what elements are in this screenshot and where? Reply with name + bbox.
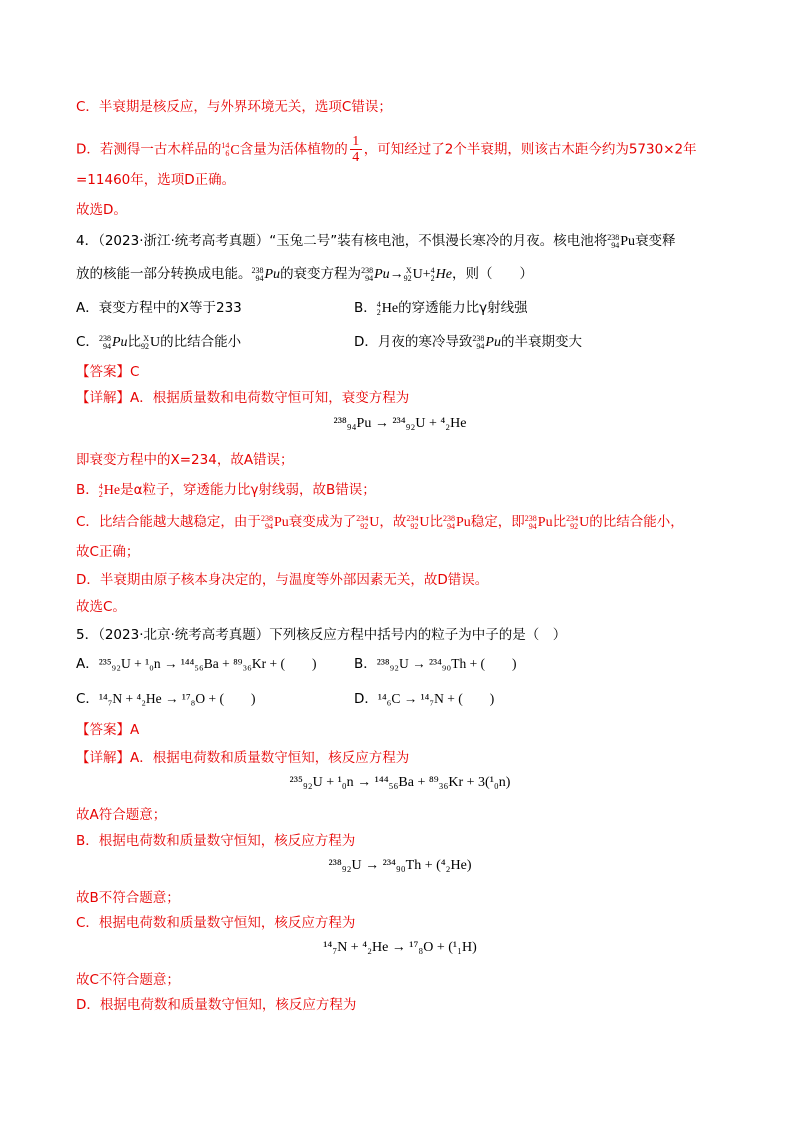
text: ，故 [379,514,407,530]
equation: ²³⁵₉₂U + ¹₀n → ¹⁴⁴₅₆Ba + ⁸⁹₃₆Kr + ( ) [98,656,317,671]
nuclide-pu238: 238 94 Pu [251,265,281,283]
nuclide-ux: X 92 U [141,333,161,351]
q4-option-a[interactable]: A．衰变方程中的X等于233 [76,300,242,316]
text: 比 [552,514,567,530]
q4-detail-c-line2: 故C正确； [76,544,140,560]
text: 比 [429,514,443,530]
nuclide-u234: 234 92 U [566,513,590,531]
fraction-one-quarter [350,134,362,165]
nuclide-pu238: 238 94 Pu [260,513,289,531]
q5-option-b[interactable] [354,655,517,673]
text: 是α粒子，穿透能力比γ射线弱，故B错误； [120,482,376,498]
q4-stem-line1 [76,232,676,251]
text: 4．（2023·浙江·统考高考真题）“玉兔二号”装有核电池，不惧漫长寒冷的月夜。核电池将 [76,233,608,249]
fraction-numerator: 1 [352,134,360,149]
q4-detail-c [76,513,684,532]
q5-detail-c: C．根据电荷数和质量数守恒知，核反应方程为 [76,915,356,931]
q3-option-d-line1 [76,134,697,165]
fraction-denominator: 4 [352,150,360,165]
q4-option-b[interactable] [354,299,528,318]
q4-detail-b [76,481,376,500]
text: 的比结合能小， [589,514,684,530]
nuclide-he4: 4 2 He [98,481,121,499]
text: B． [354,300,377,316]
q4-detail-a [76,389,409,407]
q4-option-d[interactable] [354,333,582,352]
q5-option-c[interactable] [76,690,255,708]
nuclide-pu238: 238 94 Pu [607,232,636,250]
decay-equation: 238 94 Pu→ X 92 U+ 4 2 He [361,265,452,283]
q4-choose: 故选C。 [76,599,126,615]
text: D．月夜的寒冷导致 [354,334,473,350]
q4-stem-line2 [76,265,533,284]
nuclide-pu238: 238 94 Pu [472,333,501,351]
text: 的半衰期变大 [500,334,582,350]
q5-equation-b: ²³⁸₉₂U → ²³⁴₉₀Th + (⁴₂He) [328,858,472,873]
q5-result-c: 故C不符合题意； [76,972,180,988]
nuclide-c14: 14 6 C [221,141,240,159]
equation: ²³⁸₉₂U → ²³⁴₉₀Th + ( ) [376,656,517,671]
text: 的衰变方程为 [280,266,362,282]
text: 的穿透能力比γ射线强 [398,300,528,316]
text: 衰变释 [635,233,676,249]
q5-equation-c: ¹⁴₇N + ⁴₂He → ¹⁷₈O + (¹₁H) [323,940,477,955]
text: C．比结合能越大越稳定，由于 [76,514,261,530]
q5-detail-b: B．根据电荷数和质量数守恒知，核反应方程为 [76,833,356,849]
q4-option-c[interactable] [76,333,241,352]
q4-detail-d: D．半衰期由原子核本身决定的，与温度等外部因素无关，故D错误。 [76,572,489,588]
q5-detail-d: D．根据电荷数和质量数守恒知，核反应方程为 [76,997,357,1013]
nuclide-u234: 234 92 U [406,513,430,531]
text: 稳定，即 [470,514,525,530]
q3-option-c-explanation: C．半衰期是核反应，与外界环境无关，选项C错误； [76,99,392,115]
q4-detail-a-result: 即衰变方程中的X=234，故A错误； [76,452,294,468]
detail-label: 【详解】 [76,750,130,766]
text: 放的核能一部分转换成电能。 [76,266,252,282]
text: A．根据质量数和电荷数守恒可知，衰变方程为 [130,390,410,406]
q5-result-a: 故A符合题意； [76,807,167,823]
detail-label: 【详解】 [76,390,130,406]
q5-result-b: 故B不符合题意； [76,890,180,906]
text: 比 [127,334,141,350]
nuclide-he4: 4 2 He [376,299,399,317]
q4-decay-equation: ²³⁸₉₄Pu → ²³⁴₉₂U + ⁴₂He [333,416,467,431]
nuclide-u234: 234 92 U [356,513,380,531]
text: ，可知经过了2个半衰期，则该古木距今约为5730×2年 [363,141,697,158]
text: A．根据电荷数和质量数守恒知，核反应方程为 [130,750,410,766]
q5-option-a[interactable] [76,655,317,673]
text: C． [76,334,99,350]
text: 衰变成为了 [288,514,357,530]
q5-stem: 5．（2023·北京·统考高考真题）下列核反应方程中括号内的粒子为中子的是（ ） [76,627,567,643]
option-label: B． [354,656,377,672]
q4-answer: 【答案】C [76,364,140,380]
option-label: D． [354,691,378,707]
nuclide-pu238: 238 94 Pu [442,513,471,531]
text: 的比结合能小 [160,334,242,350]
option-label: C． [76,691,99,707]
option-label: A． [76,656,99,672]
q5-equation-a: ²³⁵₉₂U + ¹₀n → ¹⁴⁴₅₆Ba + ⁸⁹₃₆Kr + 3(¹₀n) [289,775,511,790]
q3-option-d-line2: =11460年，选项D正确。 [76,172,236,188]
text: ，则（ ） [451,266,533,282]
nuclide-pu238: 238 94 Pu [98,333,128,351]
q5-answer: 【答案】A [76,722,140,738]
q3-choose: 故选D。 [76,202,127,218]
q5-option-d[interactable] [354,690,494,708]
equation: ¹⁴₇N + ⁴₂He → ¹⁷₈O + ( ) [98,691,256,706]
text: 含量为活体植物的 [239,141,348,158]
q5-detail-a [76,749,409,767]
text: D．若测得一古木样品的 [76,141,222,158]
nuclide-pu238: 238 94 Pu [524,513,553,531]
text: B． [76,482,99,498]
equation: ¹⁴₆C → ¹⁴₇N + ( ) [377,691,495,706]
